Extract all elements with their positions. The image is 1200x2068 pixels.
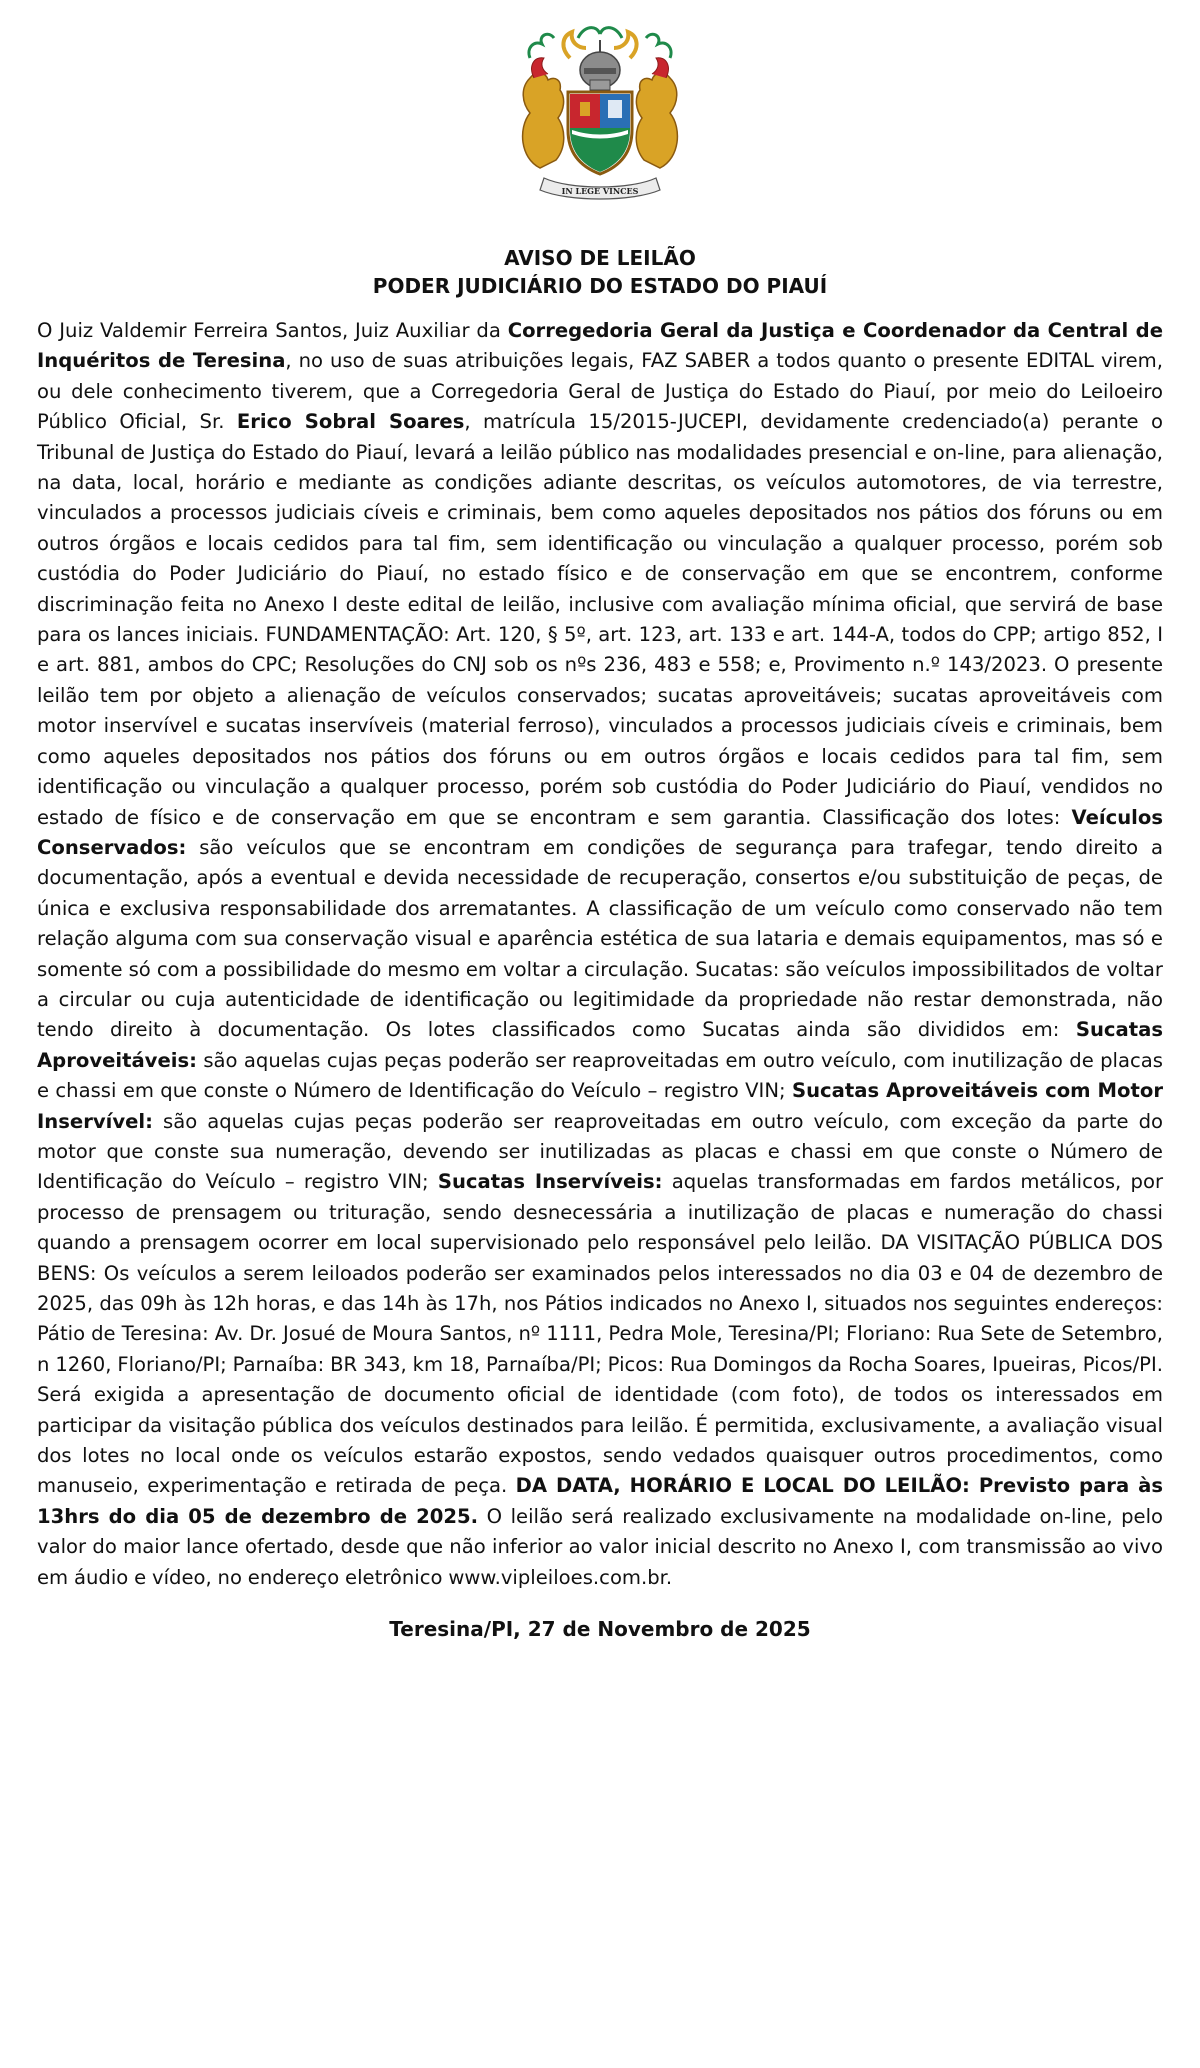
shield-icon	[568, 92, 632, 174]
notice-body	[37, 316, 1163, 1593]
body-text-segment: O Juiz Valdemir Ferreira Santos, Juiz Auxiliar da	[37, 319, 508, 342]
motto-ribbon	[540, 178, 660, 199]
body-text-segment: , no uso de suas atribuições legais, FAZ SABER a todos quanto o presente EDITAL virem, ou dele conhecimento tiverem, que a Corregedoria Geral de Justiça do Estado do Piauí, por meio do Leiloeiro Público Oficial, Sr.	[37, 349, 1163, 434]
body-text-segment: são veículos que se encontram em condições de segurança para trafegar, tendo direito a documentação, após a eventual e devida necessidade de recuperação, consertos e/ou substituição de peças, de única e exclusiva responsabilidade dos arrematantes. A classificação de um veículo como conservado não tem relação alguma com sua conservação visual e aparência estética de sua lataria e demais equipamentos, mas só e somente só com a possibilidade do mesmo em voltar a circulação. Sucatas: são veículos impossibilitados de voltar a circular ou cuja autenticidade de identificação ou legitimidade da propriedade não restar demonstrada, não tendo direito à documentação. Os lotes classificados como Sucatas ainda são divididos em:	[37, 835, 1163, 1042]
body-bold-segment: Sucatas Aproveitáveis com Motor Inservível:	[37, 1079, 1163, 1133]
body-bold-segment: Sucatas Inservíveis:	[437, 1170, 663, 1194]
body-text-segment: são aquelas cujas peças poderão ser reaproveitadas em outro veículo, com inutilização de placas e chassi em que conste o Número de Identificação do Veículo – registro VIN;	[37, 1048, 1163, 1103]
body-bold-segment: Sucatas Aproveitáveis:	[37, 1018, 1163, 1072]
body-text-segment: O leilão será realizado exclusivamente na modalidade on-line, pelo valor do maior lance ofertado, desde que não inferior ao valor inicial descrito no Anexo I, com transmissão ao vivo em áudio e vídeo, no endereço eletrônico www.vipleiloes.com.br.	[37, 1504, 1164, 1589]
document-page	[0, 18, 1200, 2068]
motto-text: IN LEGE VINCES	[561, 186, 639, 196]
place-date-signoff: Teresina/PI, 27 de Novembro de 2025	[389, 1617, 811, 1642]
left-lion-icon	[523, 34, 564, 168]
right-lion-icon	[636, 34, 677, 168]
body-text-segment: , matrícula 15/2015-JUCEPI, devidamente credenciado(a) perante o Tribunal de Justiça do Estado do Piauí, levará a leilão público nas modalidades presencial e on-line, para alienação, na data, local, horário e mediante as condições adiante descritas, os veículos automotores, de via terrestre, vinculados a processos judiciais cíveis e criminais, bem como aqueles depositados nos pátios dos fóruns ou em outros órgãos e locais cedidos para tal fim, sem identificação ou vinculação a qualquer processo, porém sob custódia do Poder Judiciário do Piauí, no estado físico e de conservação em que se encontrem, conforme discriminação feita no Anexo I deste edital de leilão, inclusive com avaliação mínima oficial, que servirá de base para os lances iniciais. FUNDAMENTAÇÃO: Art. 120, § 5º, art. 123, art. 133 e art. 144-A, todos do CPP; artigo 852, I e art. 881, ambos do CPC; Resoluções do CNJ sob os nºs 236, 483 e 558; e, Provimento n.º 143/2023. O presente leilão tem por objeto a alienação de veículos conservados; sucatas aproveitáveis; sucatas aproveitáveis com motor inservível e sucatas inservíveis (material ferroso), vinculados a processos judiciais cíveis e criminais, bem como aqueles depositados nos pátios dos fóruns ou em outros órgãos e locais cedidos para tal fim, sem identificação ou vinculação a qualquer processo, porém sob custódia do Poder Judiciário do Piauí, vendidos no estado de físico e de conservação em que se encontram e sem garantia. Classificação dos lotes:	[37, 410, 1163, 829]
auctioneer-name: Erico Sobral Soares	[236, 410, 465, 434]
body-bold-segment: Veículos Conservados:	[37, 805, 1163, 859]
body-bold-segment: Corregedoria Geral da Justiça e Coordenador da Central de Inquéritos de Teresina	[37, 319, 1163, 373]
coat-of-arms-emblem	[500, 18, 700, 208]
notice-title: AVISO DE LEILÃO	[504, 246, 696, 270]
notice-heading	[37, 244, 1163, 300]
notice-subtitle: PODER JUDICIÁRIO DO ESTADO DO PIAUÍ	[372, 274, 828, 298]
body-text-segment: são aquelas cujas peças poderão ser reaproveitadas em outro veículo, com exceção da parte do motor que conste sua numeração, devendo ser inutilizadas as placas e chassi em que conste o Número de Identificação do Veículo – registro VIN;	[37, 1109, 1163, 1194]
body-text-segment: aquelas transformadas em fardos metálicos, por processo de prensagem ou trituração, sendo desnecessária a inutilização de placas e numeração do chassi quando a prensagem ocorrer em local supervisionado pelo responsável pelo leilão. DA VISITAÇÃO PÚBLICA DOS BENS: Os veículos a serem leiloados poderão ser examinados pelos interessados no dia 03 e 04 de dezembro de 2025, das 09h às 12h horas, e das 14h às 17h, nos Pátios indicados no Anexo I, situados nos seguintes endereços: Pátio de Teresina: Av. Dr. Josué de Moura Santos, nº 1111, Pedra Mole, Teresina/PI; Floriano: Rua Sete de Setembro, n 1260, Floriano/PI; Parnaíba: BR 343, km 18, Parnaíba/PI; Picos: Rua Domingos da Rocha Soares, Ipueiras, Picos/PI. Será exigida a apresentação de documento oficial de identidade (com foto), de todos os interessados em participar da visitação pública dos veículos destinados para leilão. É permitida, exclusivamente, a avaliação visual dos lotes no local onde os veículos estarão expostos, sendo vedados quaisquer outros procedimentos, como manuseio, experimentação e retirada de peça.	[37, 1170, 1163, 1498]
auction-date-statement: DA DATA, HORÁRIO E LOCAL DO LEILÃO: Previsto para às 13hrs do dia 05 de dezembro de 2025.	[37, 1474, 1164, 1528]
